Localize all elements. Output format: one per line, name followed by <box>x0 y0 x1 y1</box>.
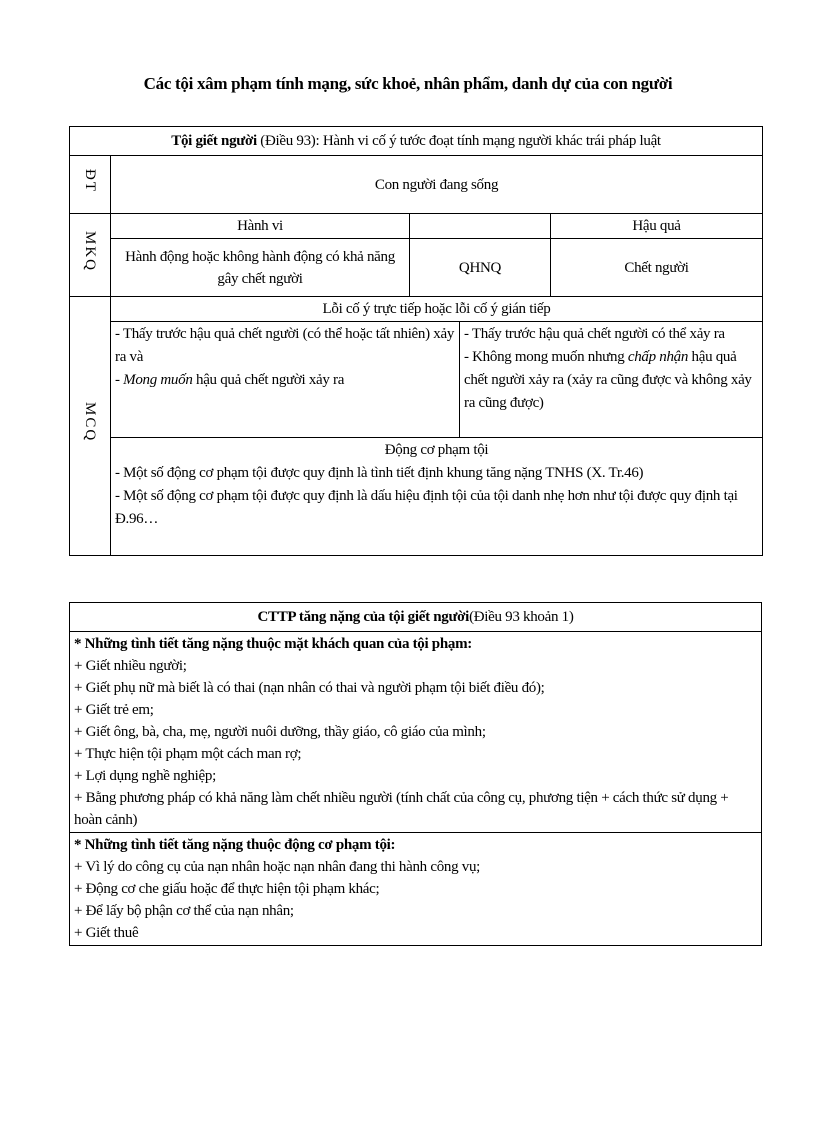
list-item: + Giết trẻ em; <box>74 702 154 718</box>
left-line2 <box>115 369 455 392</box>
hanhvi-value: Hành động hoặc không hành động có khả năng gây chết người <box>111 239 410 297</box>
section1-cell <box>70 632 762 833</box>
list-item: + Lợi dụng nghề nghiệp; <box>74 768 216 784</box>
list-item: + Giết ông, bà, cha, mẹ, người nuôi dưỡng, thầy giáo, cô giáo của mình; <box>74 724 486 740</box>
list-item: + Để lấy bộ phận cơ thể của nạn nhân; <box>74 903 294 919</box>
table2-header <box>70 603 762 632</box>
right-line2 <box>464 346 758 415</box>
left-line2-rest: hậu quả chết người xảy ra <box>192 372 345 388</box>
table1-header <box>70 127 763 156</box>
col-hanhvi-header: Hành vi <box>111 214 410 239</box>
col-hauqua-header: Hậu quả <box>551 214 763 239</box>
table2-header-bold: CTTP tăng nặng của tội giết người <box>257 609 470 625</box>
list-item: + Vì lý do công cụ của nạn nhân hoặc nạn nhân đang thi hành công vụ; <box>74 859 481 875</box>
left-line2-italic: Mong muốn <box>123 372 193 388</box>
dongco-cell <box>111 438 763 556</box>
list-item: + Giết phụ nữ mà biết là có thai (nạn nhân có thai và người phạm tội biết điều đó); <box>74 680 545 696</box>
right-line1: - Thấy trước hậu quả chết người có thể xảy ra <box>464 326 725 342</box>
section1-title: * Những tình tiết tăng nặng thuộc mặt khách quan của tội phạm: <box>74 636 472 652</box>
dt-value: Con người đang sống <box>111 156 763 214</box>
list-item: + Giết nhiều người; <box>74 658 187 674</box>
dt-label: ĐT <box>82 169 98 193</box>
right-line2-italic: chấp nhận <box>627 349 689 365</box>
table1-header-rest: (Điều 93): Hành vi cố ý tước đoạt tính mạng người khác trái pháp luật <box>256 133 661 149</box>
table1-header-bold: Tội giết người <box>171 133 257 149</box>
left-line1: - Thấy trước hậu quả chết người (có thể hoặc tất nhiên) xảy ra và <box>115 326 455 365</box>
loi-truc-tiep-cell <box>111 322 460 438</box>
dongco-line2: - Một số động cơ phạm tội được quy định là dấu hiệu định tội của tội danh nhẹ hơn như tội được quy định tại Đ.96… <box>115 488 738 527</box>
hauqua-value: Chết người <box>551 239 763 297</box>
page-title: Các tội xâm phạm tính mạng, sức khoẻ, nhân phẩm, danh dự của con người <box>143 74 673 93</box>
col-empty-header <box>410 214 551 239</box>
mcq-label-cell <box>70 297 111 556</box>
murder-definition-table <box>69 126 763 556</box>
left-line2-dash: - <box>115 372 124 388</box>
loi-header: Lỗi cố ý trực tiếp hoặc lỗi cố ý gián tiếp <box>111 297 763 322</box>
dongco-header: Động cơ phạm tội <box>384 442 489 458</box>
section2-title: * Những tình tiết tăng nặng thuộc động cơ phạm tội: <box>74 837 396 853</box>
right-line2-pre: - Không mong muốn nhưng <box>464 349 628 365</box>
qhnq-value: QHNQ <box>410 239 551 297</box>
aggravating-circumstances-table <box>69 602 762 946</box>
mcq-label: MCQ <box>82 402 98 443</box>
section2-cell <box>70 833 762 946</box>
table2-header-rest: (Điều 93 khoản 1) <box>469 609 574 625</box>
dt-label-cell <box>70 156 111 214</box>
list-item: + Giết thuê <box>74 925 139 941</box>
list-item: + Bằng phương pháp có khả năng làm chết nhiều người (tính chất của công cụ, phương tiện + cách thức sử dụng + hoàn cảnh) <box>74 790 729 828</box>
list-item: + Động cơ che giấu hoặc để thực hiện tội phạm khác; <box>74 881 380 897</box>
mkq-label-cell <box>70 214 111 297</box>
list-item: + Thực hiện tội phạm một cách man rợ; <box>74 746 302 762</box>
loi-gian-tiep-cell <box>460 322 763 438</box>
right-line2-rest: hậu quả chết người xảy ra (xảy ra cũng được và không xảy ra cũng được) <box>464 349 752 411</box>
mkq-label: MKQ <box>82 230 98 272</box>
dongco-line1: - Một số động cơ phạm tội được quy định là tình tiết định khung tăng nặng TNHS (X. Tr.46) <box>115 465 644 481</box>
